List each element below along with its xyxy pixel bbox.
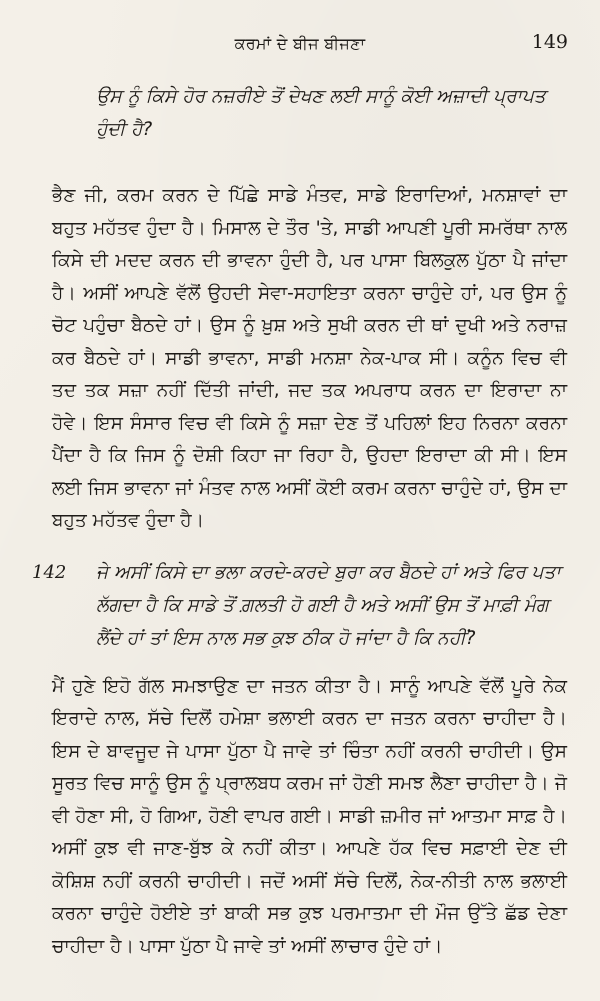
page-body <box>32 80 567 975</box>
question-2-number: 142 <box>32 561 67 583</box>
page-number: 149 <box>531 31 568 53</box>
answer-1-paragraph: ਭੈਣ ਜੀ, ਕਰਮ ਕਰਨ ਦੇ ਪਿੱਛੇ ਸਾਡੇ ਮੰਤਵ, ਸਾਡੇ ਇਰਾਦਿਆਂ, ਮਨਸ਼ਾਵਾਂ ਦਾ ਬਹੁਤ ਮਹੱਤਵ ਹੁੰਦਾ ਹੈ। ਮਿਸਾਲ ਦੇ ਤੌਰ 'ਤੇ, ਸਾਡੀ ਆਪਣੀ ਪੂਰੀ ਸਮਰੱਥਾ ਨਾਲ ਕਿਸੇ ਦੀ ਮਦਦ ਕਰਨ ਦੀ ਭਾਵਨਾ ਹੁੰਦੀ ਹੈ, ਪਰ ਪਾਸਾ ਬਿਲਕੁਲ ਪੁੱਠਾ ਪੈ ਜਾਂਦਾ ਹੈ। ਅਸੀਂ ਆਪਣੇ ਵੱਲੋਂ ਉਹਦੀ ਸੇਵਾ-ਸਹਾਇਤਾ ਕਰਨਾ ਚਾਹੁੰਦੇ ਹਾਂ, ਪਰ ਉਸ ਨੂੰ ਚੋਟ ਪਹੁੰਚਾ ਬੈਠਦੇ ਹਾਂ। ਉਸ ਨੂੰ ਖ਼ੁਸ਼ ਅਤੇ ਸੁਖੀ ਕਰਨ ਦੀ ਥਾਂ ਦੁਖੀ ਅਤੇ ਨਰਾਜ਼ ਕਰ ਬੈਠਦੇ ਹਾਂ। ਸਾਡੀ ਭਾਵਨਾ, ਸਾਡੀ ਮਨਸ਼ਾ ਨੇਕ-ਪਾਕ ਸੀ। ਕਨੂੰਨ ਵਿਚ ਵੀ ਤਦ ਤਕ ਸਜ਼ਾ ਨਹੀਂ ਦਿੱਤੀ ਜਾਂਦੀ, ਜਦ ਤਕ ਅਪਰਾਧ ਕਰਨ ਦਾ ਇਰਾਦਾ ਨਾ ਹੋਵੇ। ਇਸ ਸੰਸਾਰ ਵਿਚ ਵੀ ਕਿਸੇ ਨੂੰ ਸਜ਼ਾ ਦੇਣ ਤੋਂ ਪਹਿਲਾਂ ਇਹ ਨਿਰਨਾ ਕਰਨਾ ਪੈਂਦਾ ਹੈ ਕਿ ਜਿਸ ਨੂੰ ਦੋਸ਼ੀ ਕਿਹਾ ਜਾ ਰਿਹਾ ਹੈ, ਉਹਦਾ ਇਰਾਦਾ ਕੀ ਸੀ। ਇਸ ਲਈ ਜਿਸ ਭਾਵਨਾ ਜਾਂ ਮੰਤਵ ਨਾਲ ਅਸੀਂ ਕੋਈ ਕਰਮ ਕਰਨਾ ਚਾਹੁੰਦੇ ਹਾਂ, ਉਸ ਦਾ ਬਹੁਤ ਮਹੱਤਵ ਹੁੰਦਾ ਹੈ। <box>52 185 567 531</box>
question-2-text: ਜੇ ਅਸੀਂ ਕਿਸੇ ਦਾ ਭਲਾ ਕਰਦੇ-ਕਰਦੇ ਬੁਰਾ ਕਰ ਬੈਠਦੇ ਹਾਂ ਅਤੇ ਫਿਰ ਪਤਾ ਲੱਗਦਾ ਹੈ ਕਿ ਸਾਡੇ ਤੋਂ ਗ਼ਲਤੀ ਹੋ ਗਈ ਹੈ ਅਤੇ ਅਸੀਂ ਉਸ ਤੋਂ ਮਾਫ਼ੀ ਮੰਗ ਲੈਂਦੇ ਹਾਂ ਤਾਂ ਇਸ ਨਾਲ ਸਭ ਕੁਝ ਠੀਕ ਹੋ ਜਾਂਦਾ ਹੈ ਕਿ ਨਹੀਂ? <box>96 561 561 649</box>
question-1 <box>52 80 567 146</box>
question-1-text: ਉਸ ਨੂੰ ਕਿਸੇ ਹੋਰ ਨਜ਼ਰੀਏ ਤੋਂ ਦੇਖਣ ਲਈ ਸਾਨੂੰ ਕੋਈ ਅਜ਼ਾਦੀ ਪ੍ਰਾਪਤ ਹੁੰਦੀ ਹੈ? <box>96 86 546 140</box>
question-2 <box>32 556 567 655</box>
running-title: ਕਰਮਾਂ ਦੇ ਬੀਜ ਬੀਜਣਾ <box>234 34 366 53</box>
page-header <box>0 22 600 52</box>
answer-2-paragraph: ਮੈਂ ਹੁਣੇ ਇਹੋ ਗੱਲ ਸਮਝਾਉਣ ਦਾ ਜਤਨ ਕੀਤਾ ਹੈ। ਸਾਨੂੰ ਆਪਣੇ ਵੱਲੋਂ ਪੂਰੇ ਨੇਕ ਇਰਾਦੇ ਨਾਲ, ਸੱਚੇ ਦਿਲੋਂ ਹਮੇਸ਼ਾ ਭਲਾਈ ਕਰਨ ਦਾ ਜਤਨ ਕਰਨਾ ਚਾਹੀਦਾ ਹੈ। ਇਸ ਦੇ ਬਾਵਜੂਦ ਜੇ ਪਾਸਾ ਪੁੱਠਾ ਪੈ ਜਾਵੇ ਤਾਂ ਚਿੰਤਾ ਨਹੀਂ ਕਰਨੀ ਚਾਹੀਦੀ। ਉਸ ਸੂਰਤ ਵਿਚ ਸਾਨੂੰ ਉਸ ਨੂੰ ਪ੍ਰਾਲਬਧ ਕਰਮ ਜਾਂ ਹੋਣੀ ਸਮਝ ਲੈਣਾ ਚਾਹੀਦਾ ਹੈ। ਜੋ ਵੀ ਹੋਣਾ ਸੀ, ਹੋ ਗਿਆ, ਹੋਣੀ ਵਾਪਰ ਗਈ। ਸਾਡੀ ਜ਼ਮੀਰ ਜਾਂ ਆਤਮਾ ਸਾਫ਼ ਹੈ। ਅਸੀਂ ਕੁਝ ਵੀ ਜਾਣ-ਬੁੱਝ ਕੇ ਨਹੀਂ ਕੀਤਾ। ਆਪਣੇ ਹੱਕ ਵਿਚ ਸਫ਼ਾਈ ਦੇਣ ਦੀ ਕੋਸ਼ਿਸ਼ ਨਹੀਂ ਕਰਨੀ ਚਾਹੀਦੀ। ਜਦੋਂ ਅਸੀਂ ਸੱਚੇ ਦਿਲੋਂ, ਨੇਕ-ਨੀਤੀ ਨਾਲ ਭਲਾਈ ਕਰਨਾ ਚਾਹੁੰਦੇ ਹੋਈਏ ਤਾਂ ਬਾਕੀ ਸਭ ਕੁਝ ਪਰਮਾਤਮਾ ਦੀ ਮੌਜ ਉੱਤੇ ਛੱਡ ਦੇਣਾ ਚਾਹੀਦਾ ਹੈ। ਪਾਸਾ ਪੁੱਠਾ ਪੈ ਜਾਵੇ ਤਾਂ ਅਸੀਂ ਲਾਚਾਰ ਹੁੰਦੇ ਹਾਂ। <box>52 675 567 957</box>
